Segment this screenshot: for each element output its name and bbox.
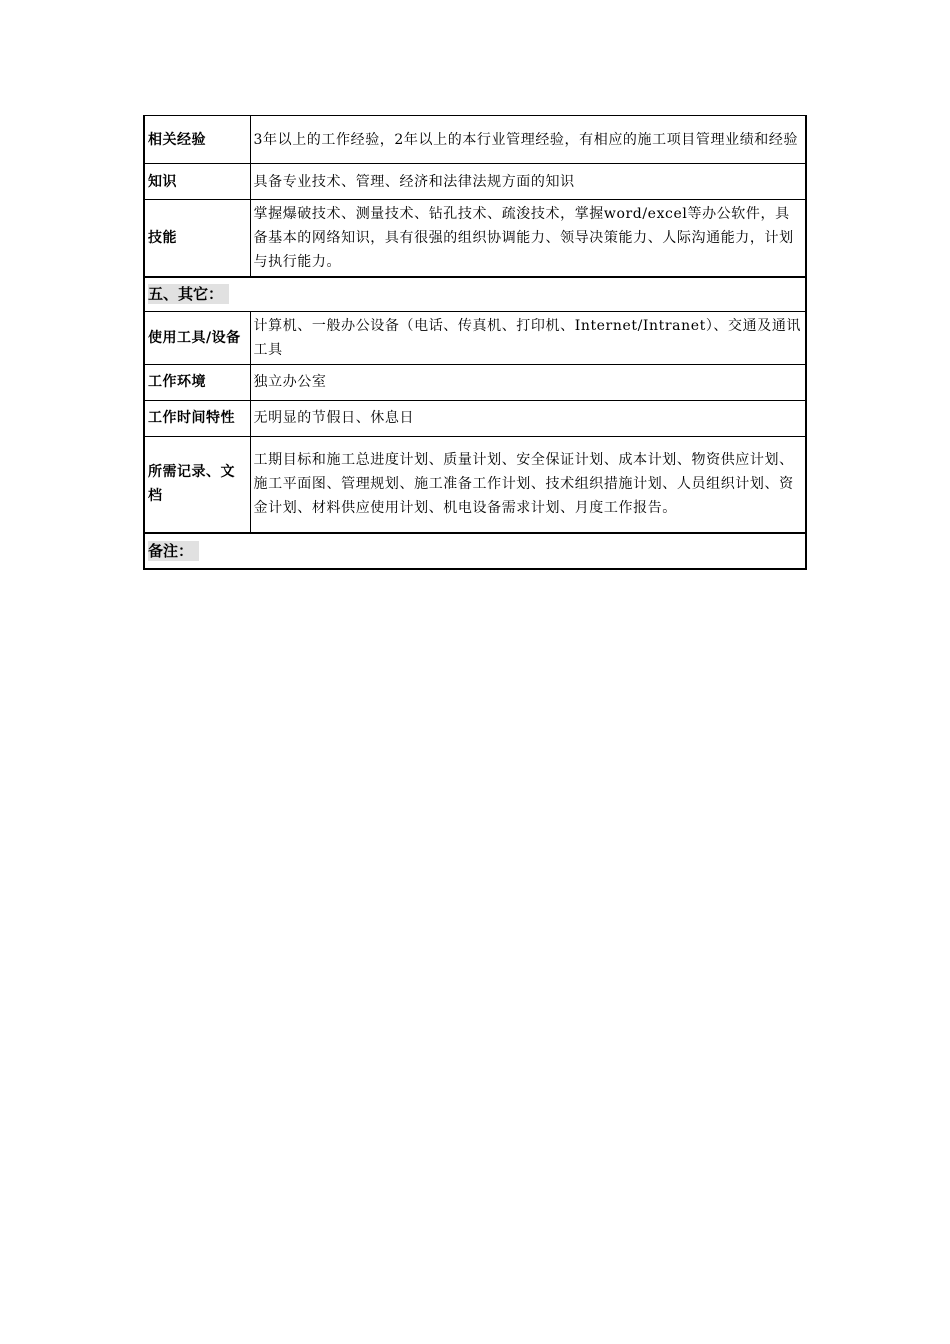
table-row-tools	[144, 311, 806, 364]
row-label-work-hours: 工作时间特性	[144, 400, 250, 436]
table-row-knowledge	[144, 164, 806, 200]
table-row-skills	[144, 200, 806, 278]
notes-label: 备注：	[148, 541, 199, 561]
table-row-work-hours	[144, 400, 806, 436]
row-value-work-hours: 无明显的节假日、休息日	[250, 400, 806, 436]
row-value-knowledge: 具备专业技术、管理、经济和法律法规方面的知识	[250, 164, 806, 200]
row-label-documents: 所需记录、文档	[144, 436, 250, 533]
section-notes	[144, 533, 806, 569]
section-header-other	[144, 277, 806, 311]
row-label-tools: 使用工具/设备	[144, 311, 250, 364]
table-row-environment	[144, 364, 806, 400]
job-description-table	[143, 115, 807, 570]
row-label-experience: 相关经验	[144, 116, 250, 164]
row-value-tools: 计算机、一般办公设备（电话、传真机、打印机、Internet/Intranet）、交通及通讯工具	[250, 311, 806, 364]
row-value-environment: 独立办公室	[250, 364, 806, 400]
row-label-knowledge: 知识	[144, 164, 250, 200]
section-title-other: 五、其它：	[148, 284, 229, 304]
table-row-experience	[144, 116, 806, 164]
row-value-experience: 3年以上的工作经验，2年以上的本行业管理经验，有相应的施工项目管理业绩和经验	[250, 116, 806, 164]
row-label-skills: 技能	[144, 200, 250, 278]
table-row-documents	[144, 436, 806, 533]
row-label-environment: 工作环境	[144, 364, 250, 400]
row-value-skills: 掌握爆破技术、测量技术、钻孔技术、疏浚技术，掌握word/excel等办公软件，具备基本的网络知识，具有很强的组织协调能力、领导决策能力、人际沟通能力，计划与执行能力。	[250, 200, 806, 278]
row-value-documents: 工期目标和施工总进度计划、质量计划、安全保证计划、成本计划、物资供应计划、施工平面图、管理规划、施工准备工作计划、技术组织措施计划、人员组织计划、资金计划、材料供应使用计划、机电设备需求计划、月度工作报告。	[250, 436, 806, 533]
